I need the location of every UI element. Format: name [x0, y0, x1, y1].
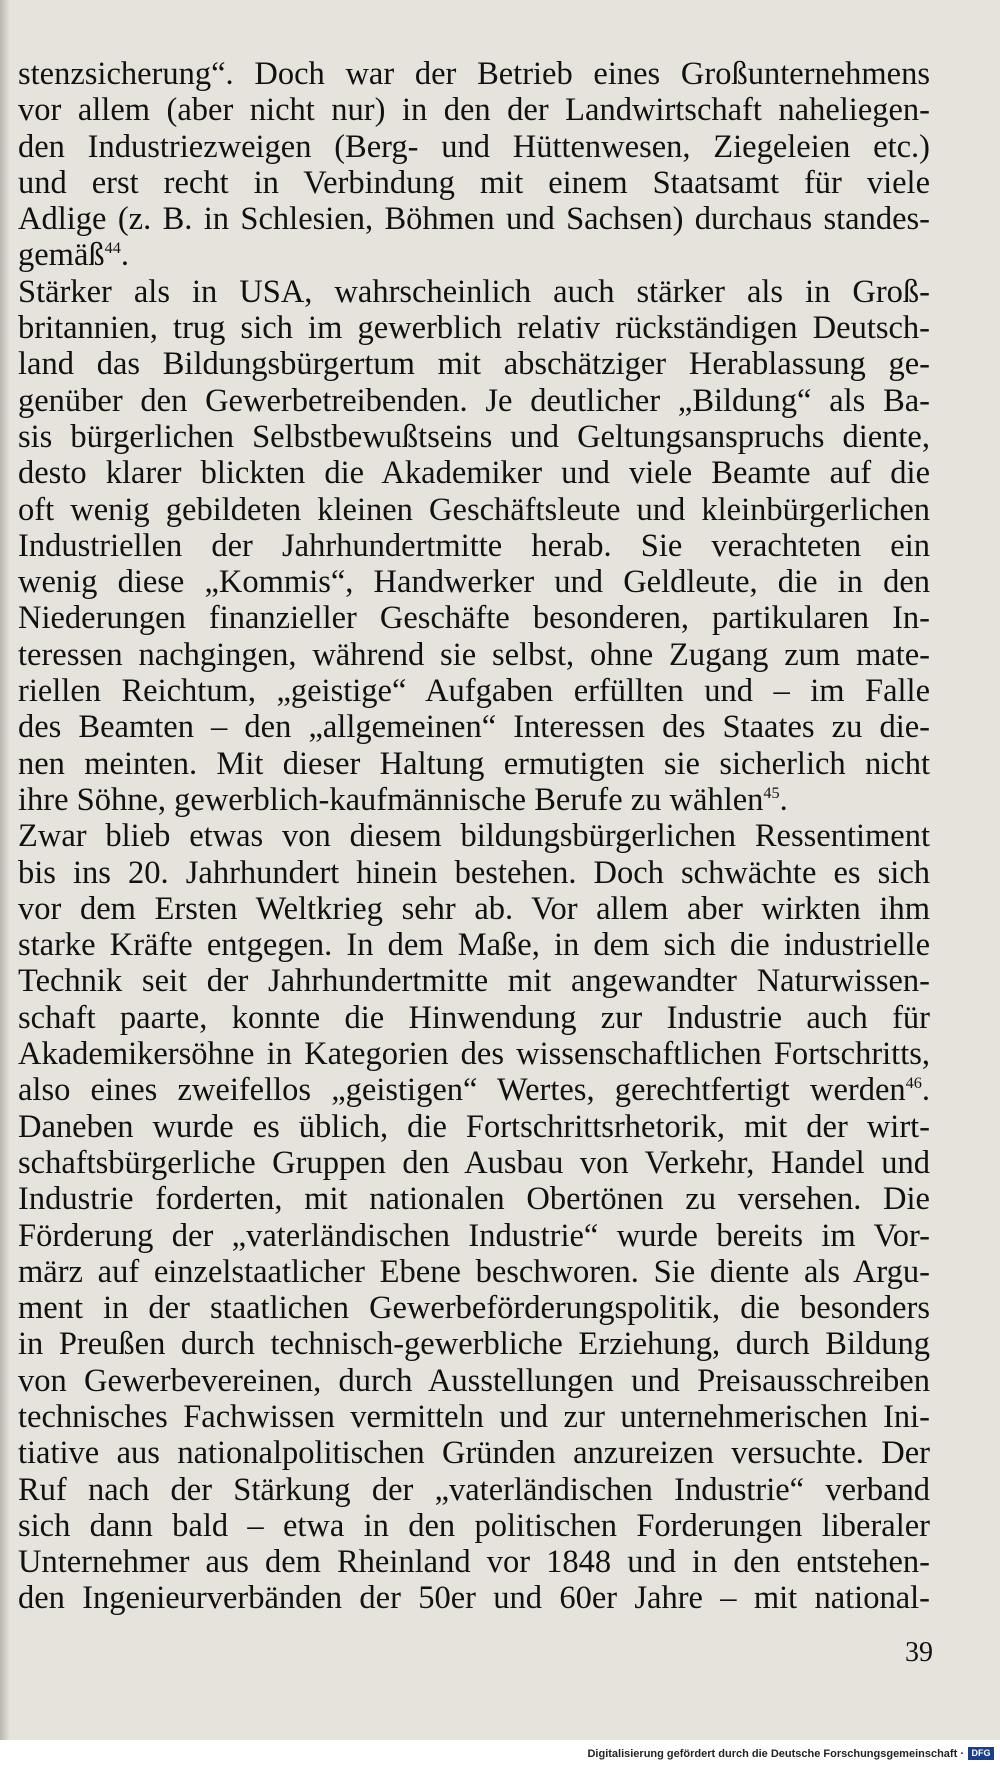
text-line: nen meinten. Mit dieser Haltung ermutigten sie sicherlich nicht — [18, 745, 930, 782]
text-line: des Beamten – den „allgemeinen“ Interessen des Staates zu die- — [18, 709, 930, 746]
text-line: riellen Reichtum, „geistige“ Aufgaben erfüllten und – im Falle — [18, 673, 930, 710]
text-line: oft wenig gebildeten kleinen Geschäftsleute und kleinbürgerlichen — [18, 491, 930, 528]
footnote-marker: 44 — [104, 239, 121, 258]
footnote-marker: 46 — [905, 1074, 922, 1093]
text-line: genüber den Gewerbetreibenden. Je deutlicher „Bildung“ als Ba- — [18, 382, 930, 419]
text-line-last — [18, 782, 930, 818]
text-line: Technik seit der Jahrhundertmitte mit angewandter Naturwissen- — [18, 963, 930, 1000]
text-line: vor dem Ersten Weltkrieg sehr ab. Vor allem aber wirkten ihm — [18, 890, 930, 927]
text-line-last — [18, 237, 930, 273]
sentence-end: . — [120, 237, 130, 274]
text-line: Zwar blieb etwas von diesem bildungsbürgerlichen Ressentiment — [18, 818, 930, 855]
text-line-content: also eines zweifellos „geistigen“ Wertes, gerechtfertigt werden — [18, 1072, 906, 1109]
text-line: teressen nachgingen, während sie selbst, ohne Zugang zum mate- — [18, 636, 930, 673]
sentence-end: . — [779, 781, 788, 818]
text-line: Akademikersöhne in Kategorien des wissenschaftlichen Fortschritts, — [18, 1036, 930, 1073]
text-line: stenzsicherung“. Doch war der Betrieb eines Großunternehmens — [18, 56, 930, 92]
text-line: vor allem (aber nicht nur) in den der Landwirtschaft naheliegen- — [18, 92, 930, 129]
text-line: Industriellen der Jahrhundertmitte herab. Sie verachteten ein — [18, 527, 930, 564]
text-line: Niederungen finanzieller Geschäfte besonderen, partikularen In- — [18, 600, 930, 637]
text-line: den Ingenieurverbänden der 50er und 60er Jahre – mit national- — [18, 1580, 930, 1617]
text-line: britannien, trug sich im gewerblich relativ rückständigen Deutsch- — [18, 310, 930, 347]
text-line: Förderung der „vaterländischen Industrie“ wurde bereits im Vor- — [18, 1217, 930, 1254]
page-binding-edge — [0, 0, 10, 1740]
text-line: märz auf einzelstaatlicher Ebene beschworen. Sie diente als Argu- — [18, 1253, 930, 1290]
text-line: sich dann bald – etwa in den politischen Forderungen liberaler — [18, 1507, 930, 1544]
text-line: desto klarer blickten die Akademiker und viele Beamte auf die — [18, 455, 930, 492]
text-line-content: ihre Söhne, gewerblich-kaufmännische Berufe zu wählen — [18, 781, 764, 818]
text-line: den Industriezweigen (Berg- und Hüttenwesen, Ziegeleien etc.) — [18, 128, 930, 165]
text-line: sis bürgerlichen Selbstbewußtseins und Geltungsanspruchs diente, — [18, 418, 930, 455]
paragraph-3 — [18, 818, 930, 1108]
text-line: Unternehmer aus dem Rheinland vor 1848 und in den entstehen- — [18, 1544, 930, 1581]
text-line: bis ins 20. Jahrhundert hinein bestehen. Doch schwächte es sich — [18, 854, 930, 891]
text-line — [18, 1072, 930, 1108]
text-line: land das Bildungsbürgertum mit abschätziger Herablassung ge- — [18, 346, 930, 383]
paragraph-4 — [18, 1109, 930, 1617]
paragraph-2 — [18, 274, 930, 818]
digitization-credit: Digitalisierung gefördert durch die Deutsche Forschungsgemeinschaft · — [587, 1748, 964, 1760]
text-line: Stärker als in USA, wahrscheinlich auch stärker als in Groß- — [18, 273, 930, 310]
text-line: Daneben wurde es üblich, die Fortschrittsrhetorik, mit der wirt- — [18, 1108, 930, 1145]
sentence-end: . — [921, 1072, 930, 1109]
text-line: technisches Fachwissen vermitteln und zur unternehmerischen Ini- — [18, 1398, 930, 1435]
body-text — [18, 56, 930, 1617]
dfg-logo-icon: DFG — [968, 1747, 994, 1760]
digitization-footer — [0, 1740, 1000, 1767]
text-line: Industrie forderten, mit nationalen Obertönen zu versehen. Die — [18, 1181, 930, 1218]
text-line: tiative aus nationalpolitischen Gründen anzureizen versuchte. Der — [18, 1435, 930, 1472]
text-line: schaft paarte, konnte die Hinwendung zur Industrie auch für — [18, 999, 930, 1036]
text-line: ment in der staatlichen Gewerbeförderungspolitik, die besonders — [18, 1290, 930, 1327]
text-line: Ruf nach der Stärkung der „vaterländischen Industrie“ verband — [18, 1471, 930, 1508]
footnote-marker: 45 — [763, 784, 780, 803]
text-line: wenig diese „Kommis“, Handwerker und Geldleute, die in den — [18, 564, 930, 601]
text-line-content: gemäß — [18, 237, 105, 274]
text-line: starke Kräfte entgegen. In dem Maße, in dem sich die industrielle — [18, 927, 930, 964]
text-line: Adlige (z. B. in Schlesien, Böhmen und Sachsen) durchaus standes- — [18, 201, 930, 238]
text-line: von Gewerbevereinen, durch Ausstellungen und Preisausschreiben — [18, 1362, 930, 1399]
text-line: und erst recht in Verbindung mit einem Staatsamt für viele — [18, 164, 930, 201]
paragraph-1 — [18, 56, 930, 274]
text-line: schaftsbürgerliche Gruppen den Ausbau von Verkehr, Handel und — [18, 1144, 930, 1181]
text-line: in Preußen durch technisch-gewerbliche Erziehung, durch Bildung — [18, 1326, 930, 1363]
page-number: 39 — [905, 1637, 933, 1668]
credit-text: Digitalisierung gefördert durch die Deutsche Forschungsgemeinschaft — [587, 1748, 958, 1760]
